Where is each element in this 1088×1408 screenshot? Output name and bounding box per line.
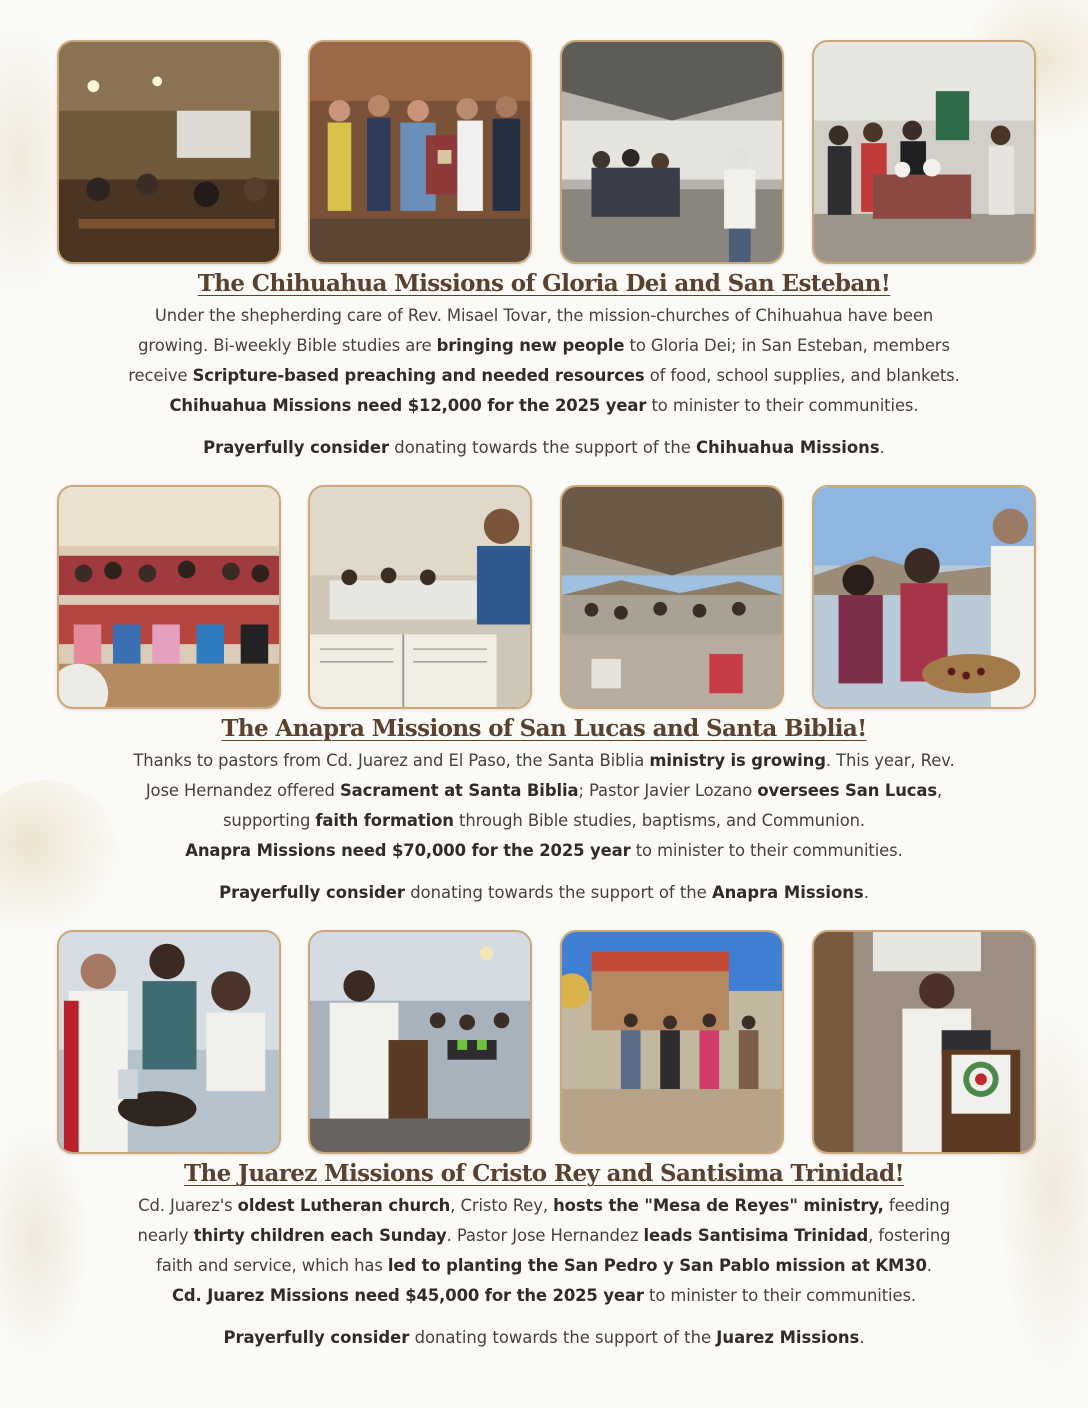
call-to-action: Prayerfully consider donating towards the support of the Juarez Missions. xyxy=(223,1328,865,1347)
photo-outdoor-celebration xyxy=(560,930,784,1154)
call-to-action: Prayerfully consider donating towards the support of the Anapra Missions. xyxy=(219,883,869,902)
funding-need: Cd. Juarez Missions need $45,000 for the 2025 year to minister to their communities. xyxy=(171,1286,917,1305)
section-title: The Juarez Missions of Cristo Rey and Santisima Trinidad! xyxy=(183,1160,905,1187)
chihuahua-section xyxy=(0,40,1088,463)
call-to-action: Prayerfully consider donating towards the support of the Chihuahua Missions. xyxy=(203,438,885,457)
section-body xyxy=(0,1191,1088,1311)
photo-row xyxy=(0,930,1088,1156)
photo-children-pews xyxy=(57,485,281,709)
photo-preaching xyxy=(308,930,532,1154)
photo-supplies-table xyxy=(812,40,1036,264)
body-line: receive Scripture-based preaching and needed resources of food, school supplies, and blankets. xyxy=(128,366,960,385)
photo-row xyxy=(0,40,1088,266)
photo-bible-study xyxy=(308,485,532,709)
anapra-section xyxy=(0,485,1088,908)
photo-baptism xyxy=(57,930,281,1154)
body-line: Cd. Juarez's oldest Lutheran church, Cristo Rey, hosts the "Mesa de Reyes" ministry, feeding xyxy=(138,1196,950,1215)
body-line: faith and service, which has led to planting the San Pedro y San Pablo mission at KM30. xyxy=(156,1256,932,1275)
body-line: growing. Bi-weekly Bible studies are bringing new people to Gloria Dei; in San Esteban, members xyxy=(138,336,950,355)
body-line: Thanks to pastors from Cd. Juarez and El Paso, the Santa Biblia ministry is growing. This year, Rev. xyxy=(133,751,955,770)
body-line: supporting faith formation through Bible studies, baptisms, and Communion. xyxy=(222,811,866,830)
funding-need: Chihuahua Missions need $12,000 for the 2025 year to minister to their communities. xyxy=(169,396,919,415)
juarez-section xyxy=(0,930,1088,1353)
section-body xyxy=(0,301,1088,421)
photo-row xyxy=(0,485,1088,711)
section-body xyxy=(0,746,1088,866)
section-title: The Anapra Missions of San Lucas and Santa Biblia! xyxy=(221,715,867,742)
photo-quilt-group xyxy=(308,40,532,264)
photo-luther-rose-lectern xyxy=(812,930,1036,1154)
section-title: The Chihuahua Missions of Gloria Dei and San Esteban! xyxy=(197,270,891,297)
photo-worship-service xyxy=(57,40,281,264)
photo-communion xyxy=(812,485,1036,709)
funding-need: Anapra Missions need $70,000 for the 2025 year to minister to their communities. xyxy=(185,841,903,860)
photo-fellowship-hall xyxy=(560,40,784,264)
body-line: nearly thirty children each Sunday. Pastor Jose Hernandez leads Santisima Trinidad, fostering xyxy=(137,1226,951,1245)
photo-outdoor-canopy xyxy=(560,485,784,709)
body-line: Jose Hernandez offered Sacrament at Santa Biblia; Pastor Javier Lozano oversees San Lucas, xyxy=(145,781,943,800)
body-line: Under the shepherding care of Rev. Misael Tovar, the mission-churches of Chihuahua have been xyxy=(154,306,934,325)
